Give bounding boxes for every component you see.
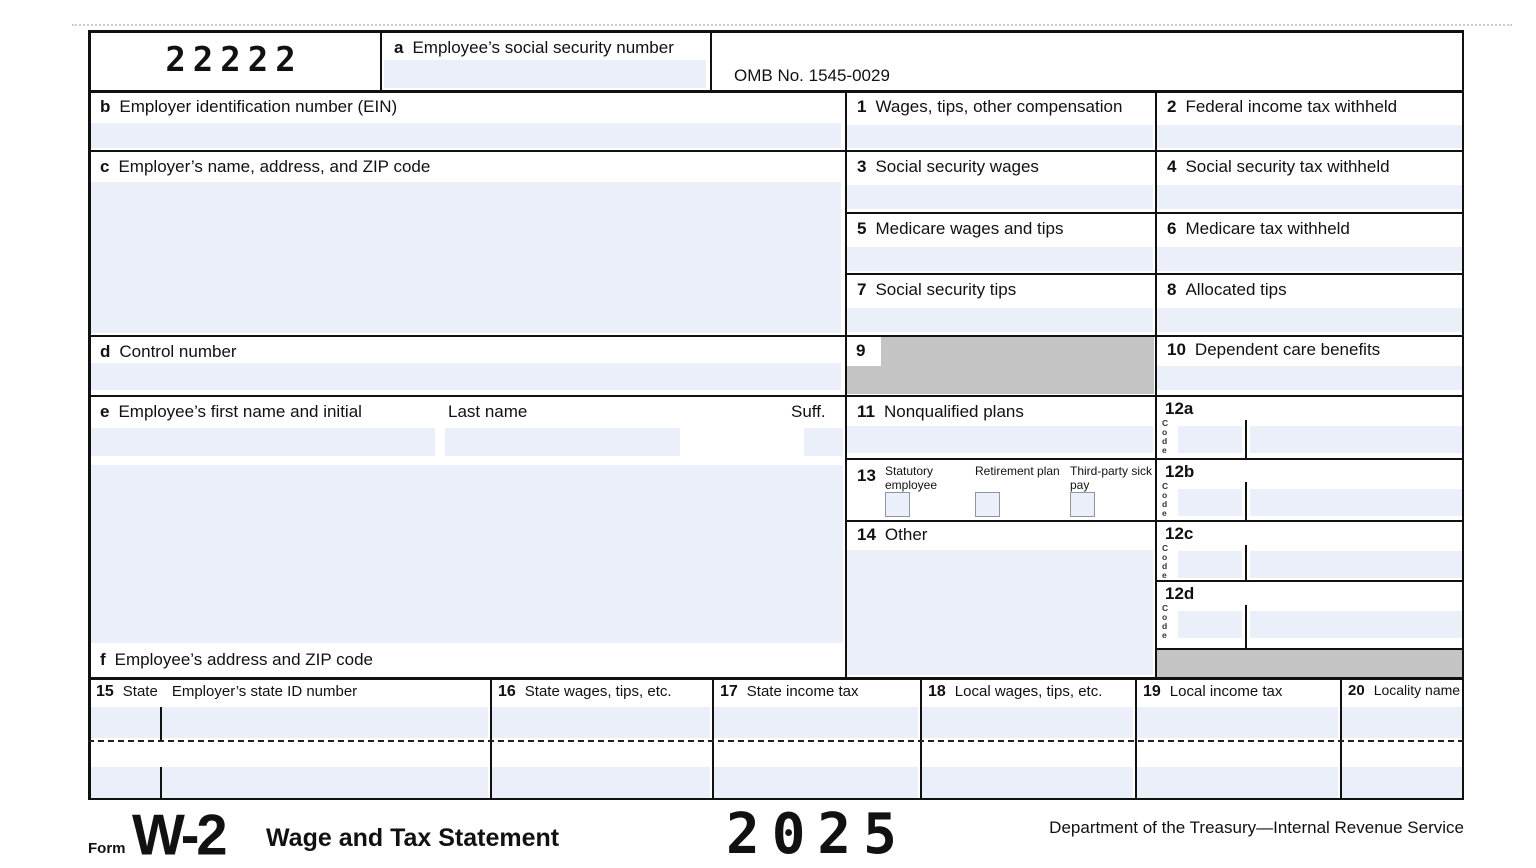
box12b-code-divider [1245, 482, 1247, 520]
border-line [88, 335, 845, 337]
box-d-label: d Control number [100, 342, 237, 361]
box12d-code-input[interactable] [1178, 611, 1242, 638]
box-a-letter: a [394, 38, 404, 57]
form-code-22222: 22222 [165, 40, 303, 80]
box-c-letter: c [100, 157, 110, 176]
box-8-label: 8 Allocated tips [1167, 280, 1287, 299]
box12b-amount-input[interactable] [1250, 489, 1462, 516]
state-column-tick [160, 767, 162, 800]
border-line [88, 395, 845, 397]
box18-local-wages-input-row2[interactable] [922, 767, 1133, 798]
border-line [88, 677, 1464, 680]
footer-form-number: W-2 [132, 802, 225, 867]
box12a-code-input[interactable] [1178, 426, 1242, 453]
control-number-input[interactable] [90, 363, 841, 390]
footer-form-title: Wage and Tax Statement [266, 824, 560, 852]
box12d-amount-input[interactable] [1250, 611, 1462, 638]
border-line [88, 798, 1464, 801]
box-13-label: 13 [857, 466, 876, 485]
state-column-tick [160, 707, 162, 740]
omb-number: OMB No. 1545-0029 [734, 66, 890, 85]
box-20-label: 20 Locality name [1348, 682, 1461, 699]
box12a-amount-input[interactable] [1250, 426, 1462, 453]
box-14-label: 14 Other [857, 525, 928, 544]
box6-medicare-tax-input[interactable] [1157, 247, 1462, 271]
box4-ss-tax-input[interactable] [1157, 185, 1462, 209]
border-line [88, 30, 91, 800]
box-e-letter: e [100, 402, 110, 421]
border-line [845, 273, 1464, 275]
box12a-code-divider [1245, 420, 1247, 458]
box12-shaded-area [1156, 649, 1463, 677]
border-line [1155, 580, 1464, 582]
box-e-lastname-label: Last name [448, 402, 528, 421]
border-line [1155, 90, 1157, 677]
box-12a-code-label: Code [1162, 418, 1169, 455]
box10-dependent-care-input[interactable] [1157, 366, 1462, 390]
box-12d-label: 12d [1165, 584, 1195, 603]
box-12b-code-label: Code [1162, 481, 1169, 518]
box2-federal-tax-input[interactable] [1157, 125, 1462, 148]
box16-state-wages-input-row2[interactable] [492, 767, 710, 798]
box-12c-code-label: Code [1162, 543, 1169, 580]
box-a-label: a Employee’s social security number [394, 38, 674, 57]
border-line [845, 90, 847, 677]
box-2-label: 2 Federal income tax withheld [1167, 97, 1398, 116]
footer-tax-year: 2025 [726, 802, 909, 867]
box12c-code-divider [1245, 545, 1247, 580]
box-f-label: f Employee’s address and ZIP code [100, 650, 373, 669]
border-line [845, 520, 1464, 522]
ssn-input[interactable] [384, 60, 706, 88]
border-line [490, 677, 492, 800]
box-16-label: 16 State wages, tips, etc. [498, 683, 672, 700]
retirement-plan-label: Retirement plan [975, 464, 1060, 478]
box15-state-id-input-row1[interactable] [90, 707, 488, 738]
first-name-input[interactable] [90, 428, 435, 456]
w2-form [88, 30, 1464, 800]
box17-state-tax-input-row1[interactable] [714, 707, 918, 738]
box11-nonqualified-input[interactable] [847, 426, 1153, 453]
box12b-code-input[interactable] [1178, 489, 1242, 516]
border-line [712, 677, 714, 800]
footer-form-word: Form [88, 840, 126, 857]
box-d-letter: d [100, 342, 111, 361]
box8-allocated-tips-input[interactable] [1157, 308, 1462, 332]
box-6-label: 6 Medicare tax withheld [1167, 219, 1350, 238]
border-line [845, 212, 1464, 214]
third-party-sick-pay-label: Third-party sick pay [1070, 464, 1153, 493]
box9-shaded-area [846, 336, 1154, 394]
box19-local-tax-input-row2[interactable] [1137, 767, 1338, 798]
ein-input[interactable] [90, 123, 841, 148]
box-12a-label: 12a [1165, 399, 1194, 418]
border-line [1340, 677, 1342, 800]
perforation-dashed-line [88, 740, 1464, 742]
employee-address-input[interactable] [90, 465, 843, 643]
box-12d-code-label: Code [1162, 603, 1169, 640]
border-line [1462, 30, 1465, 800]
box-12c-label: 12c [1165, 524, 1194, 543]
box5-medicare-wages-input[interactable] [847, 247, 1153, 271]
box-7-label: 7 Social security tips [857, 280, 1017, 299]
box-18-label: 18 Local wages, tips, etc. [928, 683, 1103, 700]
box-9-label: 9 [856, 341, 866, 360]
box-b-letter: b [100, 97, 111, 116]
border-line [845, 395, 1464, 397]
box-1-label: 1 Wages, tips, other compensation [857, 97, 1123, 116]
box17-state-tax-input-row2[interactable] [714, 767, 918, 798]
border-line [1135, 677, 1137, 800]
last-name-input[interactable] [445, 428, 680, 456]
box7-ss-tips-input[interactable] [847, 308, 1153, 332]
box12c-amount-input[interactable] [1250, 551, 1462, 578]
box-5-label: 5 Medicare wages and tips [857, 219, 1064, 238]
box20-locality-input-row1[interactable] [1342, 707, 1462, 738]
border-line [1155, 648, 1464, 650]
border-line [88, 90, 1464, 93]
box-c-label: c Employer’s name, address, and ZIP code [100, 157, 431, 176]
box3-ss-wages-input[interactable] [847, 185, 1153, 209]
box-e-label: e Employee’s first name and initial [100, 402, 362, 421]
statutory-employee-checkbox[interactable] [885, 492, 910, 517]
perforation-line [72, 24, 1512, 26]
border-line [380, 30, 382, 90]
border-line [845, 335, 1464, 337]
box12d-code-divider [1245, 605, 1247, 648]
border-line [88, 150, 845, 152]
box-11-label: 11 Nonqualified plans [857, 402, 1024, 421]
box-4-label: 4 Social security tax withheld [1167, 157, 1390, 176]
box-19-label: 19 Local income tax [1143, 683, 1283, 700]
border-line [920, 677, 922, 800]
box20-locality-input-row2[interactable] [1342, 767, 1462, 798]
box16-state-wages-input-row1[interactable] [492, 707, 710, 738]
box-e-suffix-label: Suff. [791, 402, 826, 421]
border-line [710, 30, 712, 90]
box-10-label: 10 Dependent care benefits [1167, 340, 1381, 359]
statutory-employee-label: Statutory employee [885, 464, 938, 493]
box-12b-label: 12b [1165, 462, 1195, 481]
box-f-letter: f [100, 650, 106, 669]
box18-local-wages-input-row1[interactable] [922, 707, 1133, 738]
box-3-label: 3 Social security wages [857, 157, 1039, 176]
third-party-sick-pay-checkbox[interactable] [1070, 492, 1095, 517]
box-15-label: 15 State Employer’s state ID number [96, 683, 358, 700]
box-17-label: 17 State income tax [720, 683, 859, 700]
box14-other-input[interactable] [847, 550, 1153, 675]
suffix-input[interactable] [804, 428, 843, 456]
box19-local-tax-input-row1[interactable] [1137, 707, 1338, 738]
border-line [845, 150, 1464, 152]
box15-state-id-input-row2[interactable] [90, 767, 488, 798]
box1-wages-input[interactable] [847, 125, 1153, 148]
border-line [845, 458, 1464, 460]
retirement-plan-checkbox[interactable] [975, 492, 1000, 517]
box-b-label: b Employer identification number (EIN) [100, 97, 398, 116]
box12c-code-input[interactable] [1178, 551, 1242, 578]
employer-name-address-input[interactable] [90, 182, 841, 333]
footer-agency: Department of the Treasury—Internal Revenue Service [1049, 818, 1464, 837]
